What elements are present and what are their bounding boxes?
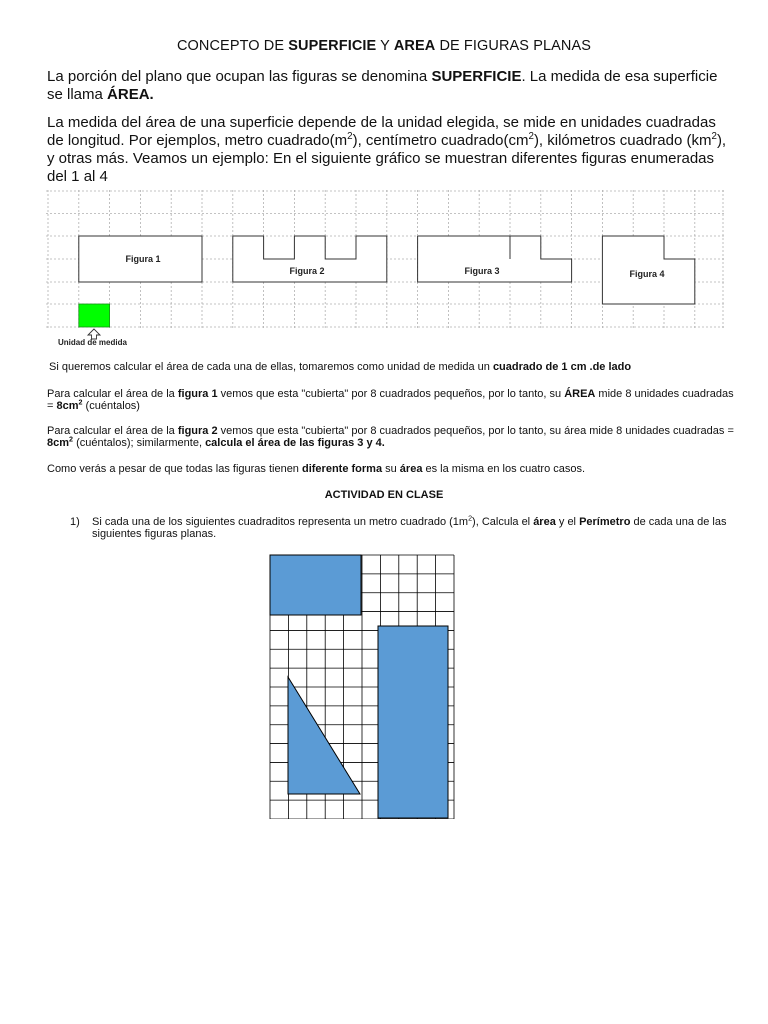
- figure-2-label: Figura 2: [289, 266, 325, 276]
- figure-1-paragraph: Para calcular el área de la figura 1 vemos que esta "cubierta" por 8 cuadrados pequeños, por lo tanto, su ÁREA mide 8 unidades cuadradas = $8cm^2$ (cuéntalos): [47, 388, 734, 412]
- top-rectangle-shape: [270, 555, 361, 615]
- intro-paragraph: La porción del plano que ocupan las figuras se denomina SUPERFICIE. La medida de esa superficie se llama ÁREA.: [47, 68, 718, 103]
- activity-title: ACTIVIDAD EN CLASE: [324, 489, 444, 501]
- exercise-grid: [269, 554, 455, 819]
- figure-4-label: Figura 4: [629, 269, 665, 279]
- triangle-shape: [288, 677, 360, 794]
- exercise-number: 1): [70, 516, 80, 528]
- calc-intro-paragraph: Si queremos calcular el área de cada una de ellas, tomaremos como unidad de medida un cuadrado de 1 cm .de lado: [49, 361, 632, 373]
- unit-square: [79, 304, 110, 327]
- unit-label: Unidad de medida: [58, 338, 127, 347]
- page-title: CONCEPTO DE SUPERFICIE Y AREA DE FIGURAS PLANAS: [176, 38, 592, 54]
- exercise-text: Si cada una de los siguientes cuadraditos representa un metro cuadrado $(1m^2)$, Calcula el área y el Perímetro de cada una de las siguientes figuras planas.: [92, 514, 727, 540]
- measure-paragraph: La medida del área de una superficie depende de la unidad elegida, se mide en unidades cuadradas de longitud. Por ejemplos, metro $cuadrado(m^2)$, centímetro $cuadrado(cm^2)$, kilómetros cuadrado $(km^2)$, y otras más. Veamos un ejemplo: En el siguiente gráfico se muestran diferentes figuras enumeradas del 1 al 4: [47, 114, 727, 185]
- conclusion-paragraph: Como verás a pesar de que todas las figuras tienen diferente forma su área es la misma en los cuatro casos.: [47, 463, 586, 475]
- figure-3-label: Figura 3: [464, 266, 500, 276]
- figures-diagram: [46, 190, 726, 350]
- figure-2-paragraph: Para calcular el área de la figura 2 vemos que esta "cubierta" por 8 cuadrados pequeños, por lo tanto, su área mide 8 unidades cuadradas = $8cm^2$ (cuéntalos); similarmente, calcula el área de las figuras 3 y 4.: [47, 425, 734, 449]
- tall-rectangle-shape: [378, 626, 448, 818]
- figure-1-label: Figura 1: [125, 254, 161, 264]
